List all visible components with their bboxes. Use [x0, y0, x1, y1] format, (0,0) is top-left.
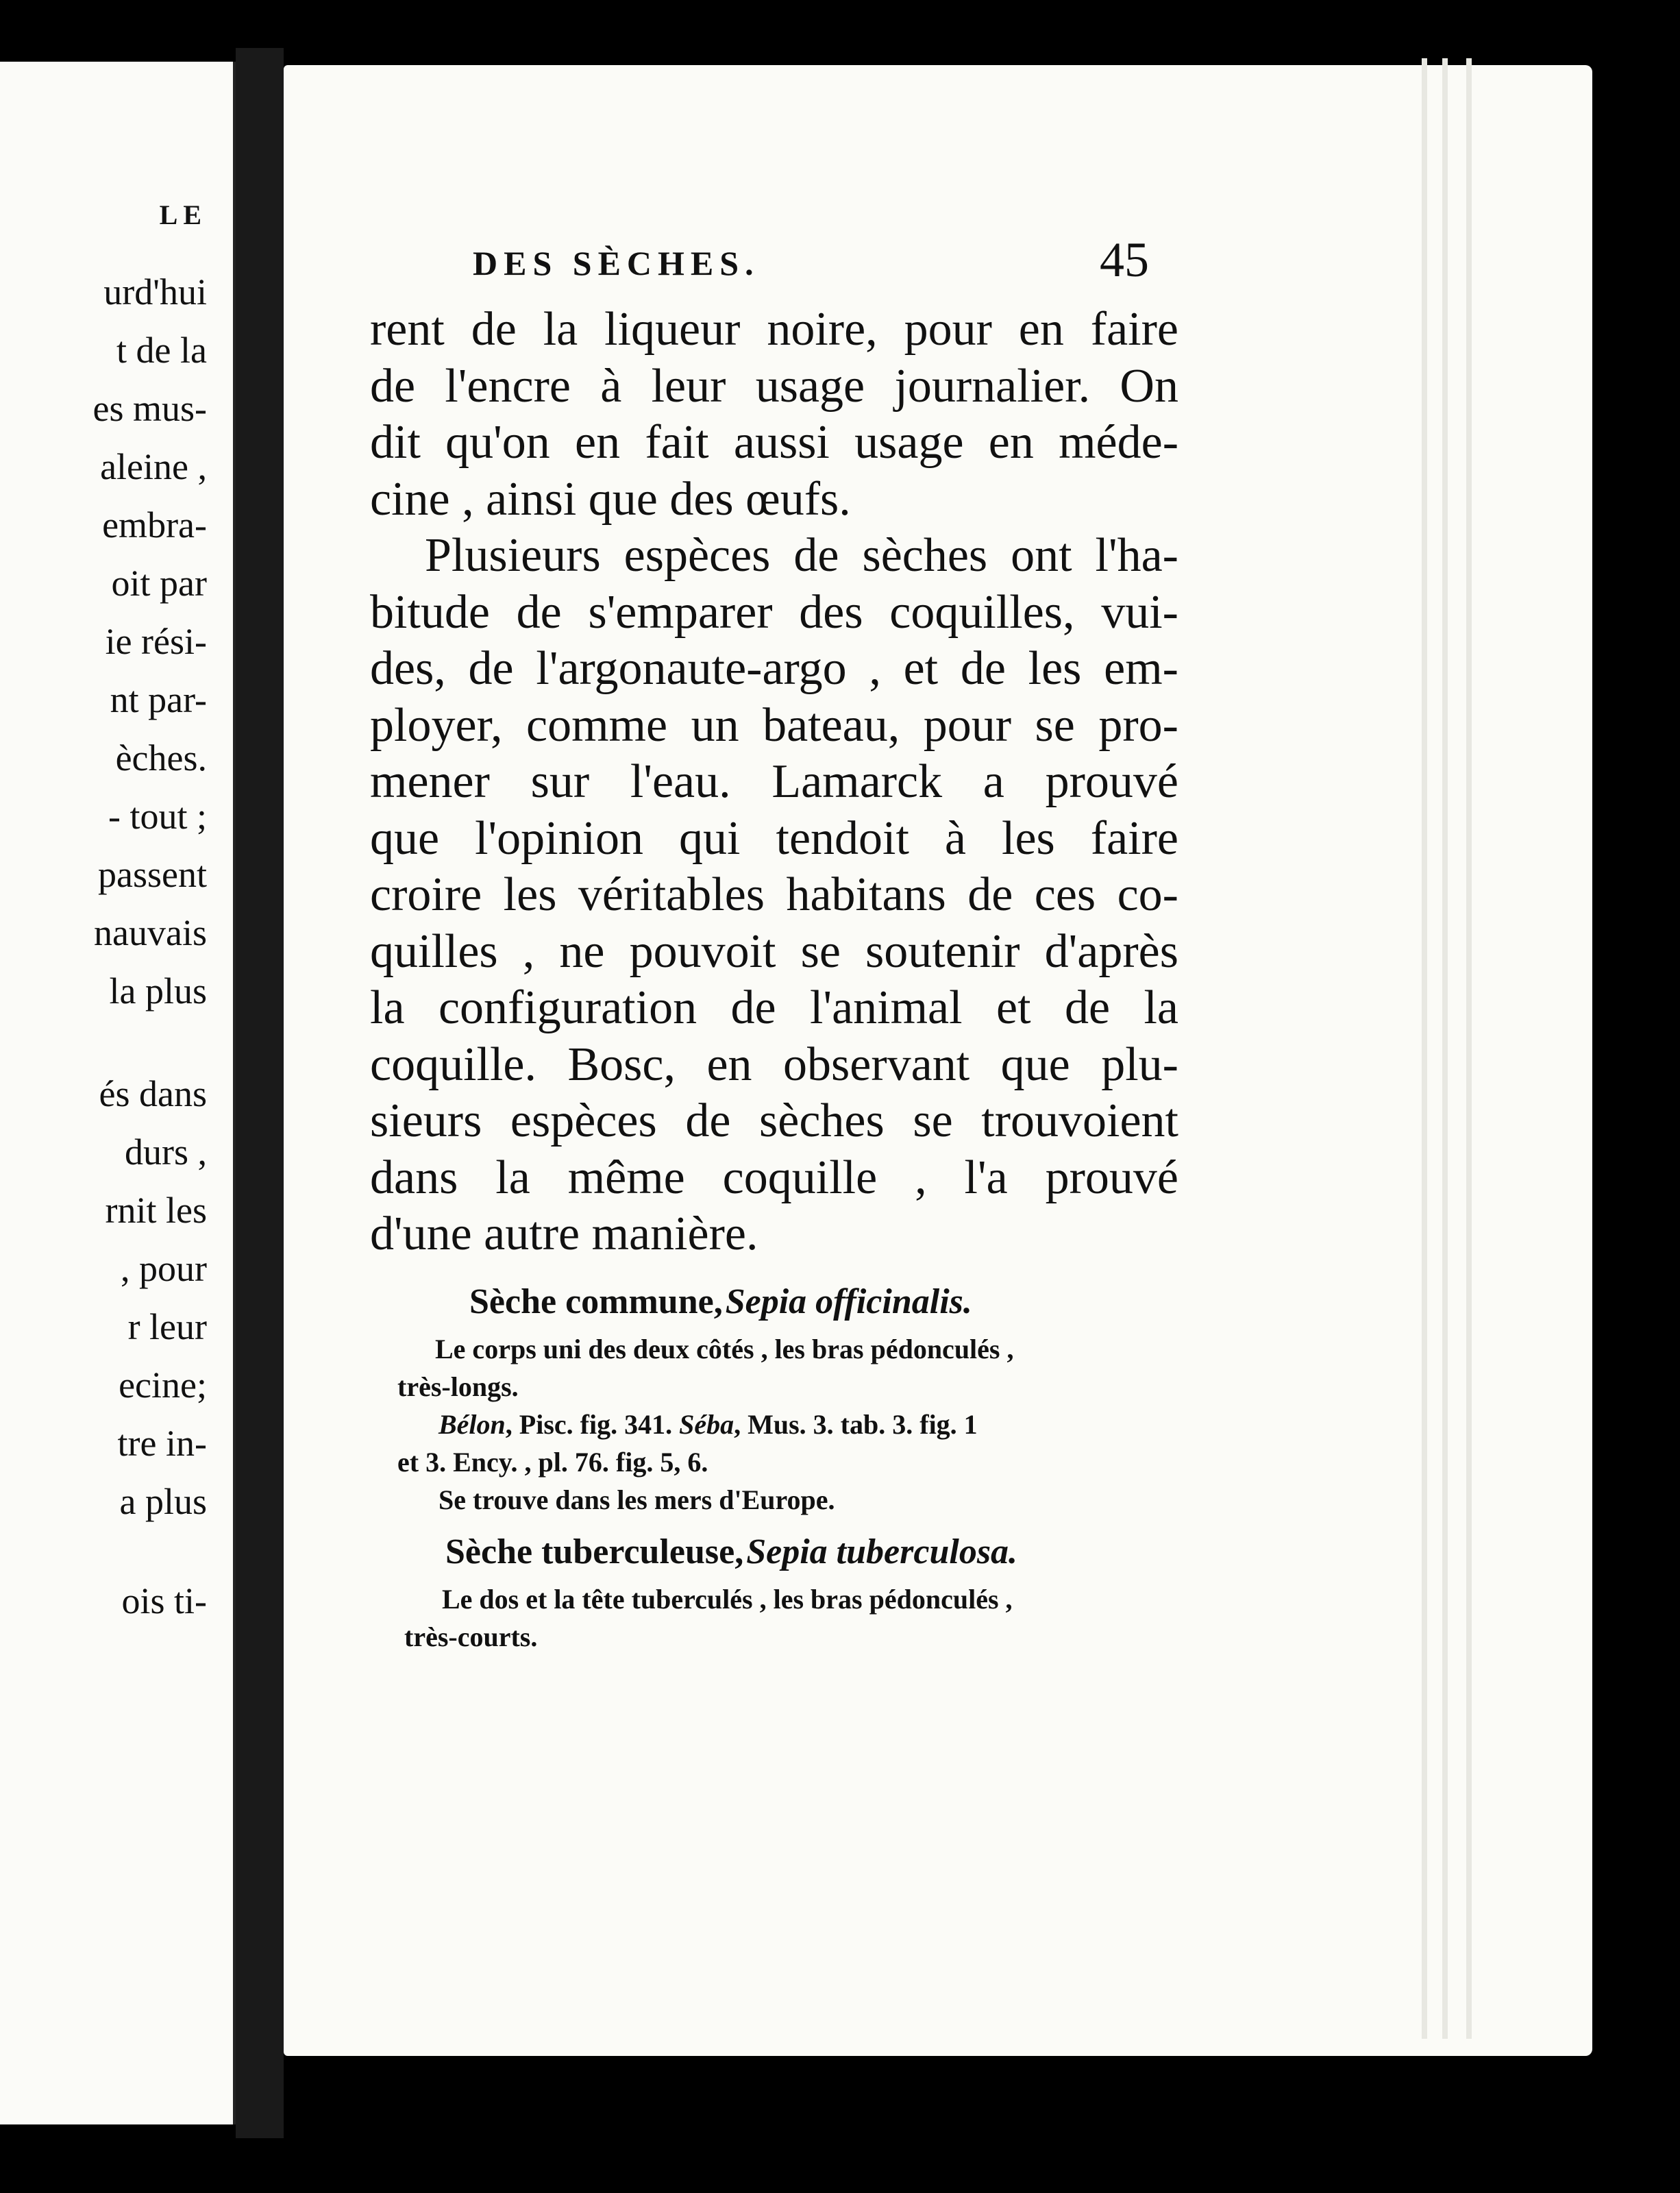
left-page-line: nt par- — [110, 679, 207, 720]
left-page-line: es mus- — [92, 388, 207, 429]
species-latin-name: Sepia tuberculosa. — [746, 1532, 1018, 1571]
body-line: sieurs espèces de sèches se trouvoient — [370, 1094, 1178, 1147]
left-page-line: és dans — [99, 1073, 207, 1114]
page-edge — [1422, 58, 1427, 2039]
left-page-line: embra- — [102, 504, 207, 546]
species-latin-name: Sepia officinalis. — [725, 1282, 972, 1321]
body-line: rent de la liqueur noire, pour en faire — [370, 303, 1178, 356]
left-page-line: la plus — [109, 970, 207, 1012]
body-line: coquille. Bosc, en observant que plu- — [370, 1038, 1178, 1091]
body-line: cine , ainsi que des œufs. — [370, 472, 851, 526]
species-references — [438, 1408, 978, 1441]
body-line: bitude de s'emparer des coquilles, vui- — [370, 585, 1178, 639]
left-page-line: ie rési- — [105, 621, 207, 662]
reference-author: Bélon — [438, 1409, 506, 1440]
body-line: quilles , ne pouvoit se soutenir d'après — [370, 924, 1178, 978]
left-page-line: LE — [159, 199, 207, 230]
left-page-line: passent — [98, 854, 207, 895]
left-page-line: , pour — [121, 1248, 207, 1289]
page-edge — [1442, 58, 1448, 2039]
body-line: de l'encre à leur usage journalier. On — [370, 359, 1178, 413]
body-line: Plusieurs espèces de sèches ont l'ha- — [425, 529, 1178, 582]
book-gutter — [236, 48, 284, 2138]
page-number: 45 — [1100, 232, 1149, 287]
left-page-line: nauvais — [94, 912, 207, 953]
left-page-line: ois ti- — [121, 1580, 207, 1621]
left-page-line: durs , — [125, 1131, 207, 1173]
left-page-line: ecine; — [119, 1364, 207, 1406]
left-page-line: oit par — [111, 563, 207, 604]
species-description: Le corps uni des deux côtés , les bras pédonculés , — [435, 1334, 1014, 1364]
page-edge — [1466, 58, 1472, 2039]
species-heading — [445, 1532, 1017, 1572]
body-line: ployer, comme un bateau, pour se pro- — [370, 698, 1178, 752]
body-text — [370, 302, 1178, 1263]
reference-author: Séba — [679, 1409, 734, 1440]
species-habitat: Se trouve dans les mers d'Europe. — [438, 1484, 835, 1515]
reference-text: , Mus. 3. tab. 3. fig. 1 — [734, 1409, 978, 1440]
left-page-line: r leur — [127, 1306, 207, 1347]
body-line: mener sur l'eau. Lamarck a prouvé — [370, 755, 1178, 808]
species-common-name: Sèche commune, — [469, 1282, 723, 1321]
species-description: Le dos et la tête tuberculés , les bras pédonculés , — [442, 1584, 1013, 1615]
left-page-line: urd'hui — [103, 271, 207, 313]
body-line: la configuration de l'animal et de la — [370, 981, 1178, 1034]
species-heading — [469, 1282, 972, 1322]
species-common-name: Sèche tuberculeuse, — [445, 1532, 744, 1571]
body-line: croire les véritables habitans de ces co- — [370, 868, 1178, 921]
left-page-line: tre in- — [117, 1423, 207, 1464]
left-page-line: a plus — [119, 1481, 207, 1522]
left-page-line: t de la — [116, 330, 207, 371]
body-line: que l'opinion qui tendoit à les faire — [370, 811, 1178, 865]
species-description: très-courts. — [404, 1621, 538, 1652]
body-line: d'une autre manière. — [370, 1208, 758, 1260]
reference-text: , Pisc. fig. 341. — [505, 1409, 673, 1440]
left-page-line: rnit les — [105, 1190, 207, 1231]
running-header: DES SÈCHES. — [473, 244, 760, 282]
species-references: et 3. Ency. , pl. 76. fig. 5, 6. — [397, 1447, 708, 1478]
body-line: des, de l'argonaute-argo , et de les em- — [370, 642, 1178, 695]
left-page-line: aleine , — [100, 446, 207, 487]
left-page-line: èches. — [115, 737, 207, 779]
body-line: dit qu'on en fait aussi usage en méde- — [370, 416, 1178, 469]
left-facing-page — [0, 62, 236, 2124]
left-page-line: - tout ; — [108, 796, 207, 837]
body-line: dans la même coquille , l'a prouvé — [370, 1151, 1178, 1204]
species-description: très-longs. — [397, 1371, 519, 1402]
